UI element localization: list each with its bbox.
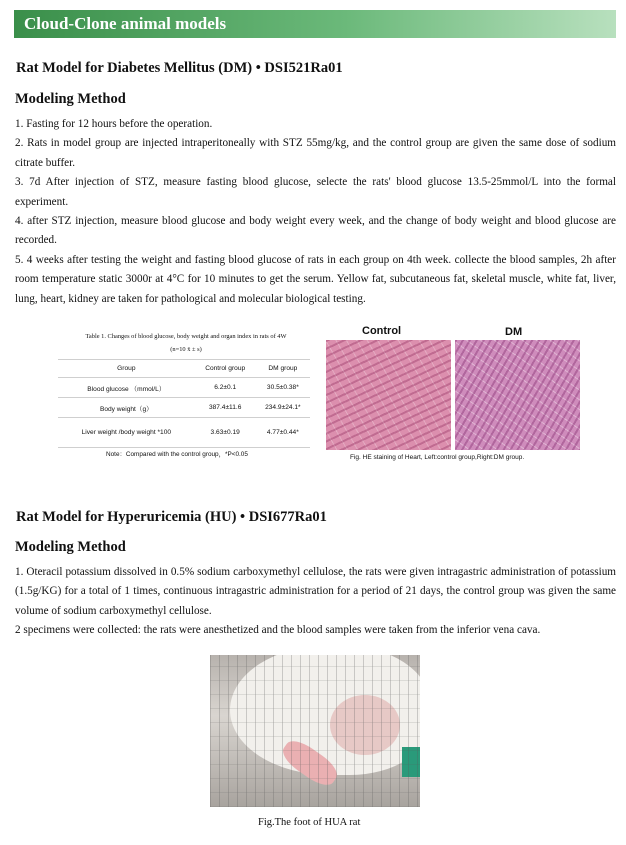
table-cell: Blood glucose （mmol/L） [58, 378, 195, 398]
table-cell: 30.5±0.38* [256, 378, 310, 398]
table-cell: 234.9±24.1* [256, 398, 310, 418]
table-subcaption: (n=10 x̄ ± s) [170, 346, 202, 353]
table-header: Group [58, 360, 195, 378]
dm-step-2: 2. Rats in model group are injected intraperitoneally with STZ 55mg/kg, and the control group are given the same dose of sodium citrate buffer. [15, 137, 616, 169]
histology-image-control [326, 340, 451, 450]
table-header-row [58, 360, 310, 378]
histology-caption: Fig. HE staining of Heart, Left:control group,Right:DM group. [350, 454, 525, 461]
table-row [58, 398, 310, 418]
table-cell: 4.77±0.44* [256, 418, 310, 448]
dm-steps [15, 115, 616, 309]
dm-model-heading: Rat Model for Diabetes Mellitus (DM) • DSI521Ra01 [16, 60, 343, 76]
dm-method-heading: Modeling Method [15, 91, 126, 107]
rat-foot-photo [210, 655, 420, 807]
table-note: Note：Compared with the control group，*P<0.05 [106, 451, 248, 458]
dm-data-table [58, 332, 314, 448]
dm-step-5: 5. 4 weeks after testing the weight and fasting blood glucose of rats in each group on 4th week. collecte the blood samples, 2h after room temperature static 3000r at 4°C for 10 minutes to get the serum. Yellow fat, subcutaneous fat, skeletal muscle, white fat, liver, lung, heart, kidney are taken for pathological and molecular biological testing. [15, 253, 616, 305]
table [58, 359, 310, 448]
dm-step-4: 4. after STZ injection, measure blood glucose and body weight every week, and the change of body weight and blood glucose are recorded. [15, 215, 616, 247]
dm-step-3: 3. 7d After injection of STZ, measure fasting blood glucose, selecte the rats' blood glucose 13.5-25mmol/L into the formal experiment. [15, 176, 616, 208]
hu-model-heading: Rat Model for Hyperuricemia (HU) • DSI677Ra01 [16, 509, 327, 525]
table-row [58, 378, 310, 398]
hu-steps [15, 563, 616, 641]
photo-caption: Fig.The foot of HUA rat [258, 817, 361, 828]
table-cell: Liver weight /body weight *100 [58, 418, 195, 448]
histology-label-dm: DM [505, 326, 523, 338]
hu-step-2: 2 specimens were collected: the rats were anesthetized and the blood samples were taken from the inferior vena cava. [15, 624, 541, 637]
histology-image-dm [455, 340, 580, 450]
header-banner [14, 10, 616, 38]
table-cell: 6.2±0.1 [195, 378, 256, 398]
table-caption: Table 1. Changes of blood glucose, body weight and organ index in rats of 4W [85, 333, 287, 340]
hu-step-1: 1. Oteracil potassium dissolved in 0.5% sodium carboxymethyl cellulose, the rats were given intragastric administration of potassium (1.5g/KG) for a total of 1 times, continuous intragastric administration for a period of 21 days, the control group was given the same volume of sodium carboxymethyl cellulose. [15, 566, 616, 617]
histology-label-control: Control [362, 325, 402, 337]
table-cell: Body weight（g） [58, 398, 195, 418]
table-cell: 3.63±0.19 [195, 418, 256, 448]
dm-step-1: 1. Fasting for 12 hours before the operation. [15, 118, 213, 130]
banner-title: Cloud-Clone animal models [24, 14, 227, 33]
hu-method-heading: Modeling Method [15, 539, 126, 555]
table-row [58, 418, 310, 448]
table-header: DM group [256, 360, 310, 378]
table-header: Control group [195, 360, 256, 378]
table-cell: 387.4±11.6 [195, 398, 256, 418]
